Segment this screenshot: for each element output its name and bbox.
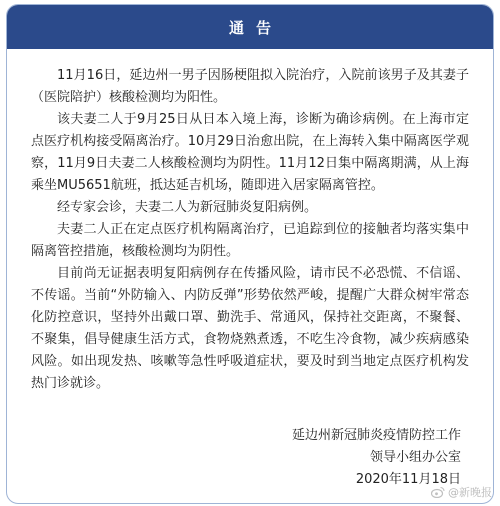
notice-paragraph-3: 经专家会诊，夫妻二人为新冠肺炎复阳病例。 [57, 200, 318, 215]
notice-paragraph-5: 目前尚无证据表明复阳病例存在传播风险，请市民不必恐慌、不信谣、不传谣。当前“外防输入、内防反弹”形势依然严峻，提醒广大群众树牢常态化防控意识，坚持外出戴口罩、勤洗手、常通风，保持社交距离，不聚餐、不聚集，倡导健康生活方式，食物烧熟煮透，不吃生冷食物，减少疾病感染风险。如出现发热、咳嗽等急性呼吸道症状，要及时到当地定点医疗机构发热门诊就诊。 [31, 266, 469, 391]
notice-header [7, 5, 493, 49]
notice-title: 通告 [228, 18, 283, 37]
notice-paragraph-2: 该夫妻二人于9月25日从日本入境上海，诊断为确诊病例。在上海市定点医疗机构接受隔离治疗。10月29日治愈出院，在上海转入集中隔离医学观察，11月9日夫妻二人核酸检测均为阴性。11月12日集中隔离期满，从上海乘坐MU5651航班，抵达延吉机场，随即进入居家隔离管控。 [31, 112, 469, 193]
notice-body [7, 49, 493, 395]
weibo-watermark [431, 484, 492, 500]
notice-paragraph-1: 11月16日，延边州一男子因肠梗阻拟入院治疗，入院前该男子及其妻子（医院陪护）核酸检测均为阳性。 [31, 68, 469, 105]
notice-paragraph-4: 夫妻二人正在定点医疗机构隔离治疗，已追踪到位的接触者均落实集中隔离管控措施，核酸检测均为阴性。 [31, 222, 469, 259]
signature-org-line2: 领导小组办公室 [369, 450, 461, 465]
weibo-watermark-text: @新晚报 [448, 486, 492, 499]
notice-card [6, 4, 494, 504]
notice-signature [292, 425, 461, 491]
signature-date: 2020年11月18日 [355, 472, 461, 487]
weibo-icon [431, 486, 445, 498]
signature-org-line1: 延边州新冠肺炎疫情防控工作 [291, 428, 461, 443]
